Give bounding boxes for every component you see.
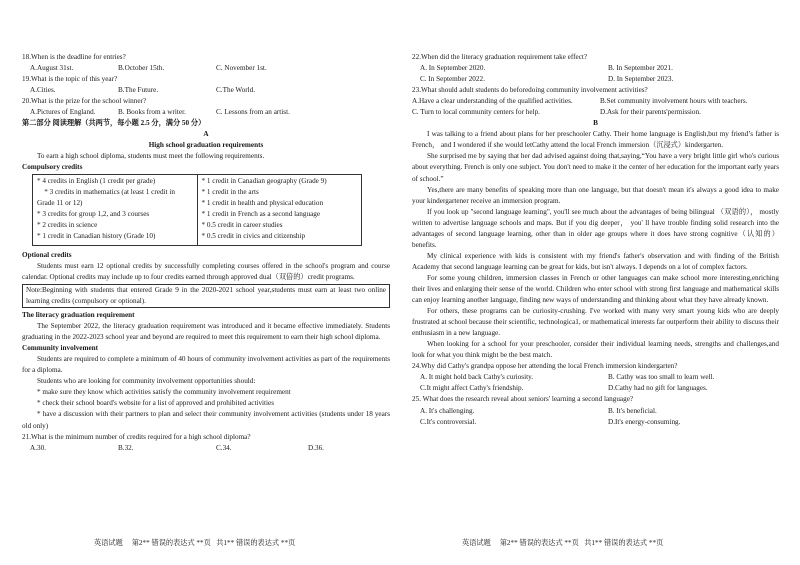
bullet-item: * make sure they know which activities satisfy the community involvement requirement — [37, 388, 291, 397]
passage-letter: A — [203, 130, 209, 139]
answer-options — [22, 85, 390, 96]
question-23 — [412, 85, 779, 118]
table-right-cell — [197, 174, 362, 245]
note-box: Note:Beginning with students that entered Grade 9 in the 2020-2021 school year,students must earn at least two online learning credits (compulsory or optional). — [22, 284, 390, 308]
passage-paragraph: When looking for a school for your preschooler, consider their individual learning needs, strengths and challenges,and look for what you think might be the best match. — [412, 340, 779, 360]
option-a[interactable]: A.30. — [30, 443, 46, 452]
passage-paragraph: For others, these programs can be curiosity-crushing. I've worked with many very smart young kids who are deeply frustrated at school because their scientific, technologica1, or mathematical interests far outperform their ability to discuss their enthusiasm in a new language. — [412, 307, 779, 338]
answer-options — [22, 63, 390, 74]
literacy-text: The September 2022, the literacy graduation requirement was introduced and it became effective immediately. Students graduating in the 2022-2023 school year and beyond are required to meet this requirement to earn their high school diploma. — [22, 322, 390, 342]
left-column — [22, 52, 390, 454]
option-d[interactable]: D.36. — [308, 443, 324, 452]
community-lead: Students who are looking for community involvement opportunities should: — [37, 377, 256, 386]
option-c[interactable]: C. Lessons from an artist. — [216, 108, 290, 117]
passage-paragraph: For some young children, immersion classes in French or other languages can make school more interesting,enriching their lives and enlarging their sense of the world. Children who enter school with strong first language and mathematical skills can enjoy learning another language, finding new ways of understanding and thinking about what they have already known. — [412, 273, 779, 305]
optional-heading: Optional credits — [22, 250, 72, 259]
option-d[interactable]: D. In September 2023. — [608, 75, 674, 84]
answer-options — [412, 372, 779, 383]
table-item: * 3 credits for group 1,2, and 3 courses — [37, 209, 150, 218]
option-b[interactable]: B. Cathy was too small to learn well. — [608, 373, 715, 382]
question-stem: 24.Why did Cathy's grandpa oppose her attending the local French immersion kindergarten? — [412, 362, 678, 371]
literacy-heading: The literacy graduation requirement — [22, 311, 135, 320]
option-a[interactable]: A. It's challenging. — [420, 406, 475, 415]
question-21 — [22, 432, 390, 454]
compulsory-heading: Compulsory credits — [22, 163, 83, 172]
question-stem: 22.When did the literacy graduation requirement take effect? — [412, 53, 588, 61]
table-item: * 1 credit in Canadian history (Grade 10) — [37, 231, 156, 240]
answer-options — [412, 74, 779, 85]
question-stem: 19.What is the topic of this year? — [22, 75, 118, 84]
option-b[interactable]: B.Set community involvement hours with teachers. — [600, 97, 748, 106]
question-stem: 23.What should adult students do beforedoing community involvement activities? — [412, 86, 648, 95]
option-b[interactable]: B. It's beneficial. — [608, 406, 657, 415]
answer-options — [412, 417, 779, 428]
passage-paragraph: Yes,there are many benefits of speaking more than one language, but that doesn't mean it's always a good idea to make your kindergartener receive an immersion program. — [412, 185, 779, 205]
table-item: * 1 credit in French as a second language — [201, 209, 321, 218]
answer-options — [412, 107, 779, 118]
question-25 — [412, 394, 779, 427]
question-20 — [22, 96, 390, 118]
option-c[interactable]: C.It's controversial. — [420, 417, 477, 426]
option-a[interactable]: A.Pictures of England. — [30, 108, 96, 117]
option-b[interactable]: B.The Future. — [118, 86, 159, 95]
passage-letter: B — [593, 119, 598, 128]
option-a[interactable]: A.August 31st. — [30, 64, 74, 73]
question-24 — [412, 361, 779, 394]
passage-paragraph: I was talking to a friend about plans for her preschooler Cathy. Their home language is English,but my friend’s father is French， and I wondered if she would letCathy attend the local French immersion（沉浸式）kindergarten. — [412, 130, 779, 150]
passage-paragraph: My clinical experience with kids is consistent with my friend's father's observation and with finding of the British Academy that second language learning can be great for kids, but isn't always. I depends on a lot of complex factors. — [412, 251, 779, 271]
answer-options — [412, 406, 779, 417]
question-stem: 20.What is the prize for the school winner? — [22, 97, 147, 106]
option-b[interactable]: B. Books from a writer. — [118, 108, 186, 117]
optional-text: Students must earn 12 optional credits by successfully completing courses offered in the school's program and course calendar. Optional credits may include up to four credits earned through approved dual（双倍的）credit programs. — [22, 261, 390, 281]
question-stem: 25. What does the research reveal about seniors' learning a second language? — [412, 395, 634, 404]
bullet-item: * check their school board's website for a list of approved and prohibited activities — [37, 399, 275, 408]
option-c[interactable]: C. In September 2022. — [420, 75, 485, 84]
answer-options — [412, 63, 779, 74]
table-item: * 3 credits in mathematics (at least 1 credit in — [37, 187, 175, 196]
passage-title: High school graduation requirements — [148, 141, 264, 150]
passage-paragraph: If you look up "second language learning", you'll see much about the advantages of being bilingual （双语的）， mostly written to advertise language schools and maps. But if you dig deeper， you' ll have trouble finding solid research into the advantages of second language learning, other than in older age groups where it does have strong cognitive（认知的）benefits. — [412, 207, 779, 249]
passage-paragraph: She surprised me by saying that her dad advised against doing that,saying,“You have a very bright little girl who's curious about everything. French is only one subject. You don't need to make it the center of her education for the important early years of school.” — [412, 152, 779, 183]
requirements-table — [32, 174, 362, 246]
option-c[interactable]: C. Turn to local community centers for help. — [412, 108, 540, 117]
option-a[interactable]: A. In September 2020. — [420, 64, 486, 73]
table-item: * 0.5 credit in civics and citizenship — [201, 231, 306, 240]
option-c[interactable]: C.34. — [216, 443, 232, 452]
answer-options — [22, 443, 390, 454]
answer-options — [22, 107, 390, 118]
right-column — [412, 52, 779, 428]
community-text: Students are required to complete a minimum of 40 hours of community involvement activities as part of the requirements for a diploma. — [22, 355, 390, 375]
option-c[interactable]: C.The World. — [216, 86, 256, 95]
community-heading: Community involvement — [22, 344, 99, 353]
option-d[interactable]: D.Ask for their parents'permission. — [600, 108, 701, 117]
question-19 — [22, 74, 390, 96]
bullet-item: * have a discussion with their partners to plan and select their community involvement activities (students under 18 years old only) — [22, 410, 390, 430]
page-footer-left: 英语试题 第2** 错误的表达式 **页 共1** 错误的表达式 **页 — [94, 539, 296, 547]
intro-text: To earn a high school diploma, students must meet the following requirements. — [37, 152, 265, 161]
question-18 — [22, 52, 390, 74]
page-footer-right: 英语试题 第2** 错误的表达式 **页 共1** 错误的表达式 **页 — [462, 539, 664, 547]
table-item: * 0.5 credit in career studies — [201, 220, 283, 229]
option-b[interactable]: B. In September 2021. — [608, 64, 673, 73]
section-header: 第二部分 阅读理解（共两节，每小题 2.5 分，满分 50 分） — [22, 119, 206, 128]
option-b[interactable]: B.32. — [118, 443, 134, 452]
table-item: * 4 credits in English (1 credit per grade) — [37, 176, 156, 185]
option-c[interactable]: C.It might affect Cathy's friendship. — [420, 384, 524, 393]
table-item: * 1 credit in the arts — [201, 187, 259, 196]
option-a[interactable]: A. It might hold back Cathy's curiosity. — [420, 373, 534, 382]
table-item: * 1 credit in health and physical education — [201, 198, 324, 207]
table-item: Grade 11 or 12) — [37, 198, 83, 207]
table-left-cell — [33, 174, 198, 245]
option-a[interactable]: A.Have a clear understanding of the qualified activities. — [412, 97, 573, 106]
option-a[interactable]: A.Cities. — [30, 86, 56, 95]
option-b[interactable]: B.October 15th. — [118, 64, 165, 73]
table-item: * 2 credits in science — [37, 220, 98, 229]
option-d[interactable]: D.Cathy had no gift for languages. — [608, 384, 708, 393]
option-d[interactable]: D.It's energy-consuming. — [608, 417, 681, 426]
question-stem: 21.What is the minimum number of credits required for a high school diploma? — [22, 432, 251, 441]
answer-options — [412, 383, 779, 394]
question-stem: 18.When is the deadline for entries? — [22, 53, 126, 61]
table-item: * 1 credit in Canadian geography (Grade 9) — [201, 176, 327, 185]
question-22 — [412, 52, 779, 85]
option-c[interactable]: C. November 1st. — [216, 64, 267, 73]
answer-options — [412, 96, 779, 107]
